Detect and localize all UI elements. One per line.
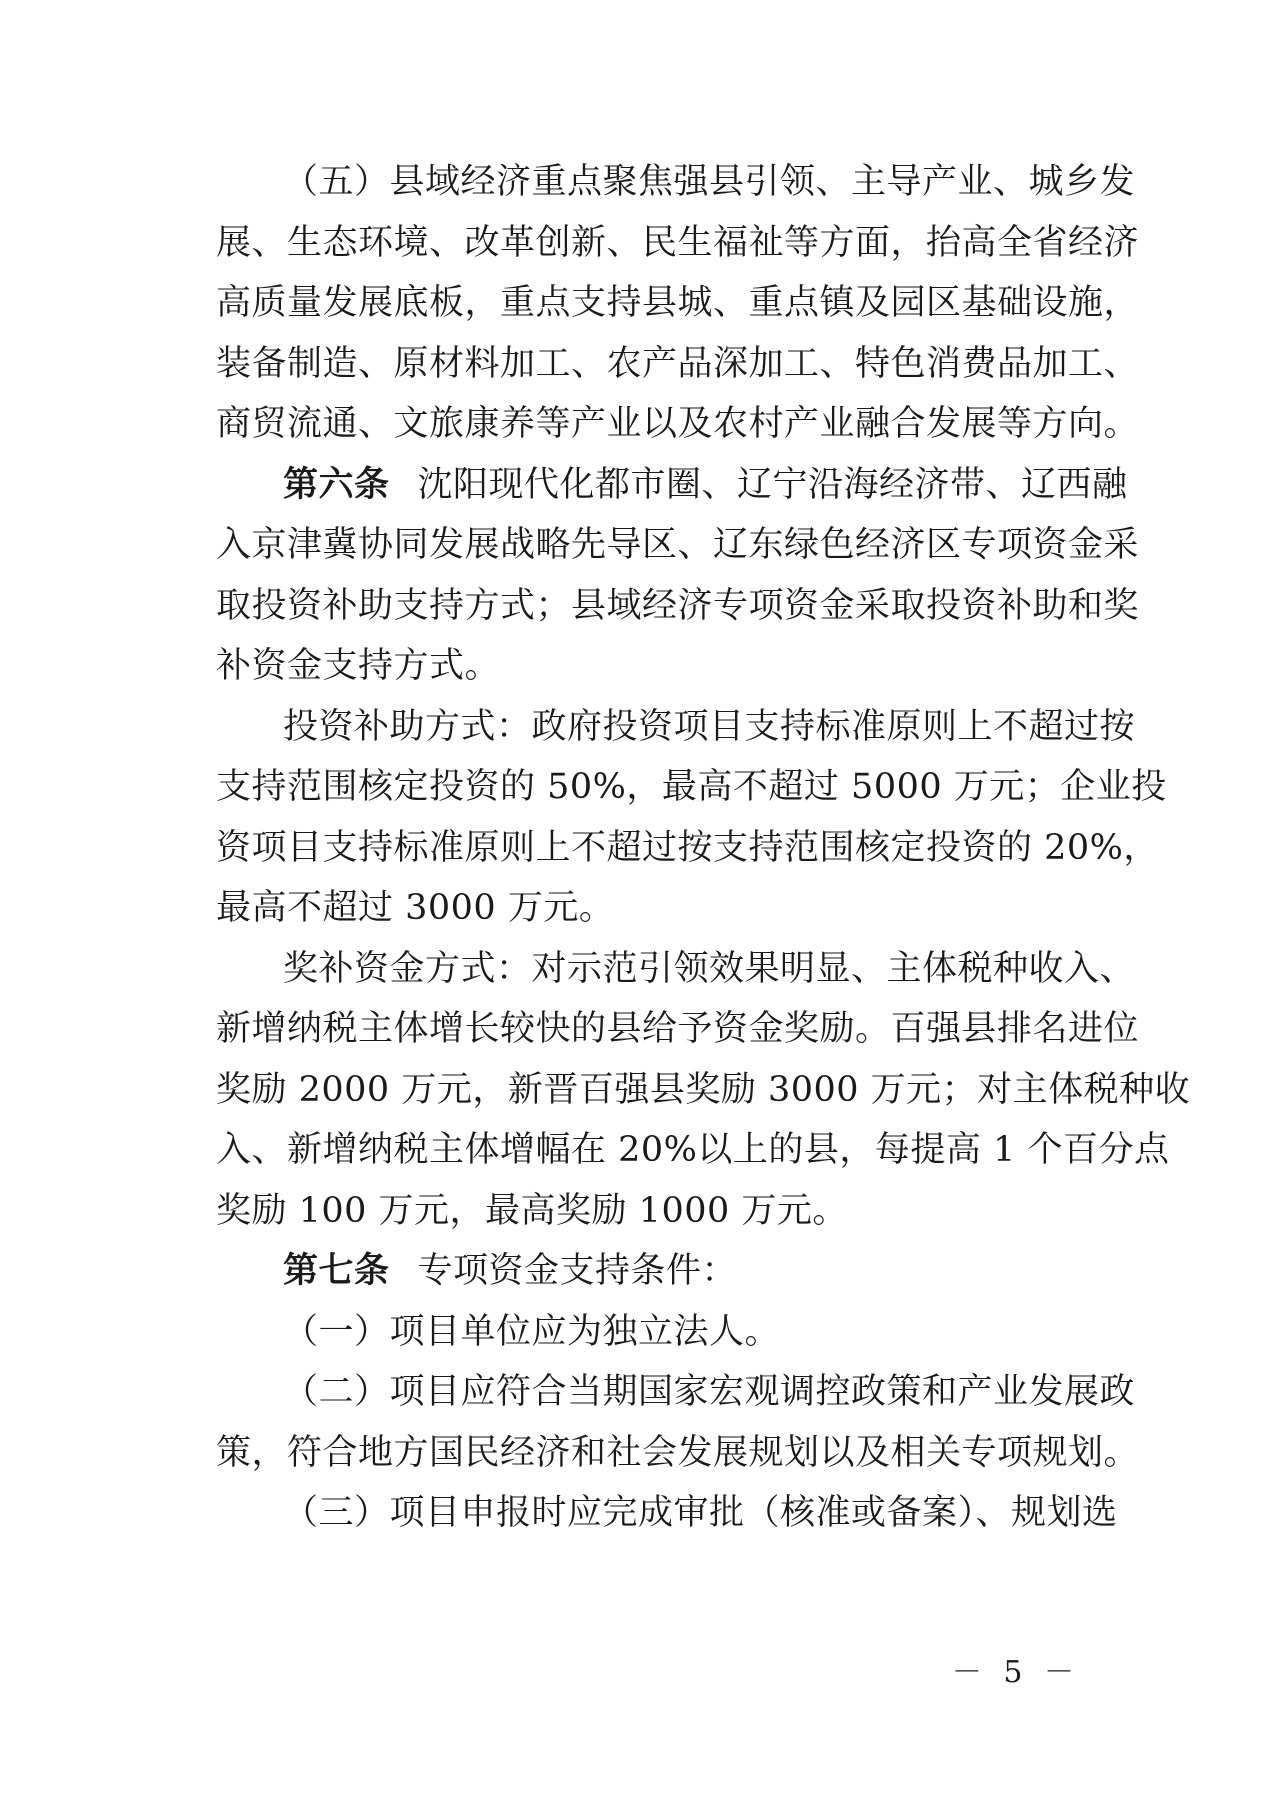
paragraph-line: 奖励 2000 万元，新晋百强县奖励 3000 万元；对主体税种收 (216, 1070, 1191, 1110)
list-item-continuation: 策，符合地方国民经济和社会发展规划以及相关专项规划。 (216, 1433, 1140, 1473)
list-item: （二）项目应符合当期国家宏观调控政策和产业发展政 (283, 1372, 1136, 1412)
paragraph-line: 入、新增纳税主体增幅在 20%以上的县，每提高 1 个百分点 (216, 1130, 1170, 1170)
list-item: （一）项目单位应为独立法人。 (283, 1312, 781, 1352)
paragraph-line: 装备制造、原材料加工、农产品深加工、特色消费品加工、 (216, 344, 1140, 384)
paragraph-line: 入京津冀协同发展战略先导区、辽东绿色经济区专项资金采 (216, 525, 1140, 565)
paragraph-line: 资项目支持标准原则上不超过按支持范围核定投资的 20%， (216, 828, 1159, 868)
article-7-first-line: 专项资金支持条件： (417, 1251, 738, 1291)
page-number: － 5 － (951, 1655, 1080, 1690)
paragraph-line: 最高不超过 3000 万元。 (216, 888, 615, 928)
paragraph-line: 商贸流通、文旅康养等产业以及农村产业融合发展等方向。 (216, 404, 1140, 444)
paragraph-line: 展、生态环境、改革创新、民生福祉等方面，抬高全省经济 (216, 223, 1140, 263)
article-6-first-line: 沈阳现代化都市圈、辽宁沿海经济带、辽西融 (417, 465, 1128, 505)
paragraph-line: 支持范围核定投资的 50%，最高不超过 5000 万元；企业投 (216, 767, 1167, 807)
paragraph-line: 奖励 100 万元，最高奖励 1000 万元。 (216, 1191, 848, 1231)
article-6-label: 第六条 (283, 465, 390, 505)
article-7-heading-line (283, 1251, 1084, 1291)
paragraph-line: （五）县域经济重点聚焦强县引领、主导产业、城乡发 (283, 162, 1136, 202)
paragraph-line: 新增纳税主体增长较快的县给予资金奖励。百强县排名进位 (216, 1009, 1140, 1049)
article-6-heading-line (283, 465, 1128, 505)
list-item: （三）项目申报时应完成审批（核准或备案）、规划选 (283, 1493, 1118, 1533)
article-7-label: 第七条 (283, 1251, 390, 1291)
paragraph-line: 补资金支持方式。 (216, 646, 501, 686)
paragraph-line: 高质量发展底板，重点支持县城、重点镇及园区基础设施， (216, 283, 1140, 323)
paragraph-line: 奖补资金方式：对示范引领效果明显、主体税种收入、 (283, 949, 1136, 989)
paragraph-line: 投资补助方式：政府投资项目支持标准原则上不超过按 (283, 707, 1136, 747)
paragraph-line: 取投资补助支持方式；县域经济专项资金采取投资补助和奖 (216, 586, 1140, 626)
